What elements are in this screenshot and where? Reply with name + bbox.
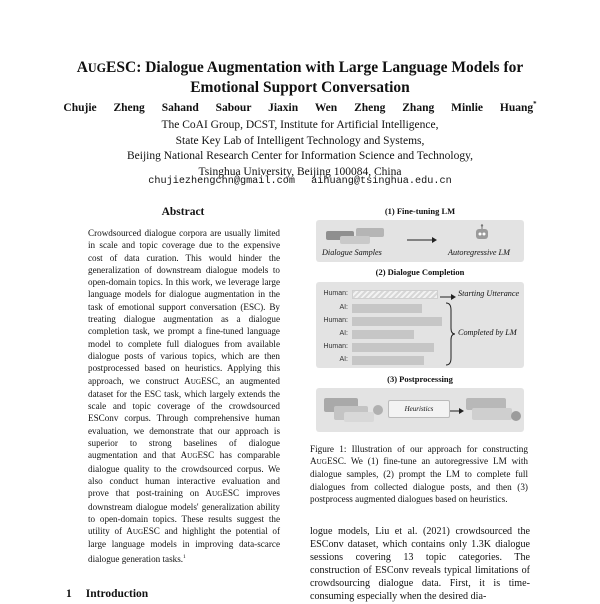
starting-utterance-bar — [352, 290, 438, 299]
speaker-label: Human: — [323, 317, 348, 324]
speaker-label: AI: — [339, 304, 348, 311]
panel-1-title: (1) Fine-tuning LM — [384, 206, 456, 216]
right-column-text: logue models, Liu et al. (2021) crowdsourced the ESConv dataset, which contains only 1.3K dialogue sessions covering 13 topic categories. The construction of ESConv reveals typical limitations of crowdsourcing dialogue data. First, it is time-consuming especially when the desired dia- — [310, 526, 530, 603]
title-line-1: AUGESC: Dialogue Augmentation with Large Language Models for — [76, 59, 524, 76]
email[interactable]: chujiezhengchn@gmail.com — [148, 176, 295, 187]
arrow-right-icon — [450, 403, 464, 421]
arrow-right-icon — [407, 232, 437, 250]
emails — [40, 176, 560, 187]
panel-2-title: (2) Dialogue Completion — [375, 267, 465, 277]
speaker-label: AI: — [339, 356, 348, 363]
speaker-label: Human: — [323, 290, 348, 297]
starting-utterance-label: Starting Utterance — [458, 289, 520, 298]
augesc-name: AUGESC — [310, 456, 344, 467]
author-list — [40, 101, 560, 114]
filtered-dialogues-icon — [466, 394, 522, 431]
robot-icon — [473, 224, 491, 247]
augesc-name: AUGESC — [180, 450, 215, 461]
abstract-heading: Abstract — [161, 206, 205, 218]
raw-dialogues-icon — [324, 394, 384, 431]
affiliation: The CoAI Group, DCST, Institute for Artificial Intelligence, State Key Lab of Intelligent Technology and Systems, Beijing National Research Center for Information Science and Technology, Tsinghua University, Beijing 100084, China — [127, 119, 473, 178]
panel-3-title: (3) Postprocessing — [387, 374, 453, 384]
author: Zheng Zhang — [354, 101, 435, 114]
figure-1 — [310, 200, 530, 436]
author: Minlie Huang* — [451, 101, 537, 114]
autoregressive-lm-label: Autoregressive LM — [448, 248, 510, 257]
corresponding-mark: * — [533, 101, 537, 108]
author: Sahand Sabour — [161, 101, 252, 114]
augesc-name: AUGESC — [205, 488, 240, 499]
completed-bar — [352, 343, 434, 352]
paper-title — [40, 58, 560, 97]
speaker-label: AI: — [339, 330, 348, 337]
author: Chujie Zheng — [63, 101, 145, 114]
dialogue-samples-icon — [326, 227, 386, 245]
brace-icon — [445, 302, 455, 371]
section-heading: 1 Introduction — [66, 588, 149, 600]
title-line-2: Emotional Support Conversation — [190, 79, 410, 96]
figure-caption: Figure 1: Illustration of our approach for constructing AUGESC. We (1) fine-tune an autoregressive LM with dialogue samples, (2) prompt the LM to complete full dialogues from collected dialogue posts, and then (3) postprocess augmented dialogues based on heuristics. — [310, 444, 528, 504]
author: Jiaxin Wen — [268, 101, 338, 114]
completed-bar — [352, 330, 414, 339]
completed-bar — [352, 304, 422, 313]
speaker-label: Human: — [323, 343, 348, 350]
completed-bar — [352, 317, 442, 326]
augesc-name: AUGESC — [126, 526, 160, 537]
dialogue-samples-label: Dialogue Samples — [322, 248, 382, 257]
completed-bar — [352, 356, 424, 365]
heuristics-box: Heuristics — [388, 400, 450, 418]
completed-by-lm-label: Completed by LM — [458, 328, 517, 337]
abstract-text: Crowdsourced dialogue corpora are usually limited in scale and topic coverage due to the expensive cost of data curation. This would hinder the generalization of downstream dialogue models to open-domain topics. In this work, we leverage large language models for dialogue augmentation in the task of emotional support conversation (ESC). By treating dialogue augmentation as a dialogue completion task, we prompt a fine-tuned language model to complete full dialogues from available dialogue posts of various topics, which are then postprocessed based on heuristics. Applying this approach, we construct AUGESC, an augmented dataset for the ESC task, which largely extends the scale and topic coverage of the crowdsourced ESConv corpus. Through comprehensive human evaluation, we demonstrate that our approach is superior to strong baselines of dialogue augmentation and that AUGESC has comparable dialogue quality to the crowdsourced corpus. We also conduct human interactive evaluation and prove that post-training on AUGESC improves downstream dialogue models' generalization ability to open-domain topics. These results suggest the utility of AUGESC and highlight the potential of large language models in improving data-scarce dialogue generation tasks.$^1$ — [88, 228, 280, 564]
footnote-mark[interactable]: 1 — [183, 553, 186, 560]
augesc-name: AUGESC — [184, 375, 218, 386]
email[interactable]: aihuang@tsinghua.edu.cn — [311, 176, 452, 187]
